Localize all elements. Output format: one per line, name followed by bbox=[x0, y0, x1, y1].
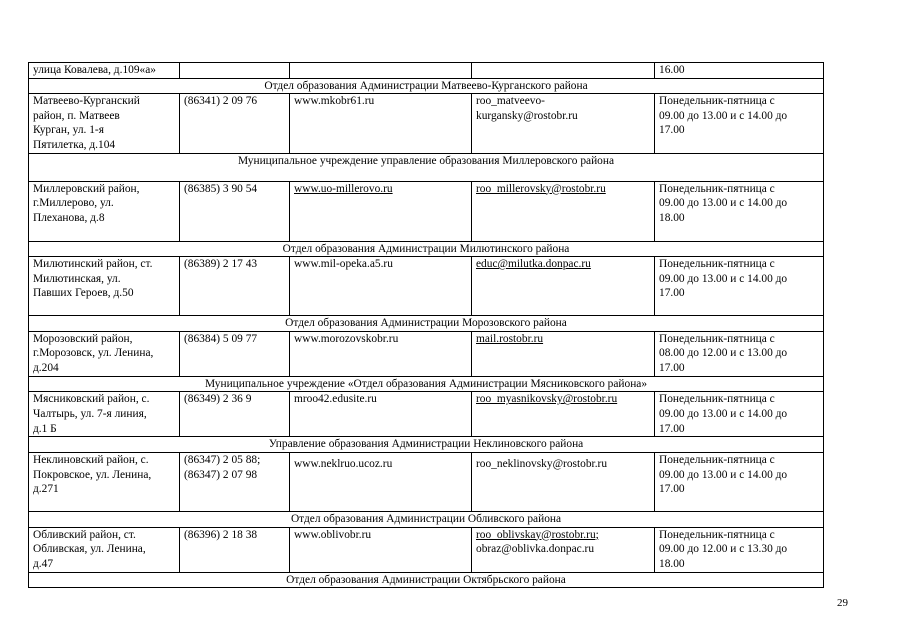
table-row bbox=[29, 331, 824, 376]
section-header: Управление образования Администрации Неклиновского района bbox=[29, 437, 824, 453]
email-link[interactable]: roo_millerovsky@rostobr.ru bbox=[476, 182, 606, 195]
address-cell: Матвеево-Курганский район, п. Матвеев Курган, ул. 1-я Пятилетка, д.104 bbox=[29, 94, 180, 153]
website-link[interactable]: www.mkobr61.ru bbox=[294, 95, 375, 108]
address-cell: Милютинский район, ст. Милютинская, ул. Павших Героев, д.50 bbox=[29, 257, 180, 316]
section-header: Муниципальное учреждение «Отдел образования Администрации Мясниковского района» bbox=[29, 376, 824, 392]
email-cell bbox=[472, 452, 655, 511]
website-cell bbox=[290, 181, 472, 241]
section-header-row bbox=[29, 437, 824, 453]
hours-cell: Понедельник-пятница с 09.00 до 13.00 и с 14.00 до 18.00 bbox=[655, 181, 824, 241]
section-header: Отдел образования Администрации Октябрьского района bbox=[29, 572, 824, 588]
website-link[interactable]: www.oblivobr.ru bbox=[294, 528, 372, 541]
section-header: Муниципальное учреждение управление образования Миллеровского района bbox=[29, 153, 824, 181]
table-row bbox=[29, 63, 824, 79]
table-row bbox=[29, 392, 824, 437]
email-cell bbox=[472, 94, 655, 153]
offices-table bbox=[28, 62, 824, 588]
email-link[interactable]: roo_myasnikovsky@rostobr.ru bbox=[476, 393, 618, 406]
hours-cell: Понедельник-пятница с 09.00 до 13.00 и с 14.00 до 17.00 bbox=[655, 257, 824, 316]
website-cell bbox=[290, 257, 472, 316]
email-link[interactable]: obraz@oblivka.donpac.ru bbox=[476, 543, 595, 556]
hours-cell: Понедельник-пятница с 09.00 до 13.00 и с 14.00 до 17.00 bbox=[655, 392, 824, 437]
table-row bbox=[29, 527, 824, 572]
section-header-row bbox=[29, 78, 824, 94]
table-row bbox=[29, 452, 824, 511]
email-cell bbox=[472, 63, 655, 79]
section-header: Отдел образования Администрации Морозовского района bbox=[29, 316, 824, 332]
website-link[interactable]: www.uo-millerovo.ru bbox=[294, 182, 393, 195]
email-link[interactable]: roo_matveevo- bbox=[476, 95, 545, 108]
table-row bbox=[29, 181, 824, 241]
address-cell: Миллеровский район, г.Миллерово, ул. Плеханова, д.8 bbox=[29, 181, 180, 241]
section-header: Отдел образования Администрации Милютинского района bbox=[29, 241, 824, 257]
section-header-row bbox=[29, 511, 824, 527]
phone-cell: (86389) 2 17 43 bbox=[180, 257, 290, 316]
section-header-row bbox=[29, 153, 824, 181]
table-row bbox=[29, 257, 824, 316]
email-link[interactable]: roo_neklinovsky@rostobr.ru bbox=[476, 457, 608, 470]
website-link[interactable]: mroo42.edusite.ru bbox=[294, 393, 377, 406]
address-cell: улица Ковалева, д.109«а» bbox=[29, 63, 180, 79]
email-link[interactable]: roo_oblivskay@rostobr.ru; bbox=[476, 528, 599, 541]
phone-cell: (86384) 5 09 77 bbox=[180, 331, 290, 376]
phone-cell bbox=[180, 63, 290, 79]
website-cell bbox=[290, 94, 472, 153]
hours-cell: 16.00 bbox=[655, 63, 824, 79]
website-cell bbox=[290, 63, 472, 79]
address-cell: Неклиновский район, с. Покровское, ул. Ленина, д.271 bbox=[29, 452, 180, 511]
email-link[interactable]: mail.rostobr.ru bbox=[476, 332, 544, 345]
section-header-row bbox=[29, 376, 824, 392]
address-cell: Мясниковский район, с. Чалтырь, ул. 7-я линия, д.1 Б bbox=[29, 392, 180, 437]
hours-cell: Понедельник-пятница с 08.00 до 12.00 и с 13.00 до 17.00 bbox=[655, 331, 824, 376]
phone-cell: (86385) 3 90 54 bbox=[180, 181, 290, 241]
website-cell bbox=[290, 392, 472, 437]
hours-cell: Понедельник-пятница с 09.00 до 12.00 и с 13.30 до 18.00 bbox=[655, 527, 824, 572]
section-header: Отдел образования Администрации Обливского района bbox=[29, 511, 824, 527]
address-cell: Морозовский район, г.Морозовск, ул. Ленина, д.204 bbox=[29, 331, 180, 376]
phone-cell: (86396) 2 18 38 bbox=[180, 527, 290, 572]
website-link[interactable]: www.mil-opeka.a5.ru bbox=[294, 258, 393, 271]
email-cell bbox=[472, 392, 655, 437]
section-header-row bbox=[29, 241, 824, 257]
email-cell bbox=[472, 181, 655, 241]
hours-cell: Понедельник-пятница с 09.00 до 13.00 и с 14.00 до 17.00 bbox=[655, 452, 824, 511]
email-link[interactable]: kurgansky@rostobr.ru bbox=[476, 109, 578, 122]
website-cell bbox=[290, 331, 472, 376]
email-link[interactable]: educ@milutka.donpac.ru bbox=[476, 258, 591, 271]
phone-cell: (86341) 2 09 76 bbox=[180, 94, 290, 153]
section-header: Отдел образования Администрации Матвеево-Курганского района bbox=[29, 78, 824, 94]
table-row bbox=[29, 94, 824, 153]
address-cell: Обливский район, ст. Обливская, ул. Ленина, д.47 bbox=[29, 527, 180, 572]
email-cell bbox=[472, 257, 655, 316]
website-link[interactable]: www.morozovskobr.ru bbox=[294, 332, 399, 345]
email-cell bbox=[472, 527, 655, 572]
phone-cell: (86349) 2 36 9 bbox=[180, 392, 290, 437]
website-cell bbox=[290, 452, 472, 511]
section-header-row bbox=[29, 316, 824, 332]
page-number: 29 bbox=[837, 597, 848, 609]
email-cell bbox=[472, 331, 655, 376]
website-link[interactable]: www.neklruo.ucoz.ru bbox=[294, 457, 393, 470]
section-header-row bbox=[29, 572, 824, 588]
phone-cell: (86347) 2 05 88; (86347) 2 07 98 bbox=[180, 452, 290, 511]
website-cell bbox=[290, 527, 472, 572]
hours-cell: Понедельник-пятница с 09.00 до 13.00 и с 14.00 до 17.00 bbox=[655, 94, 824, 153]
